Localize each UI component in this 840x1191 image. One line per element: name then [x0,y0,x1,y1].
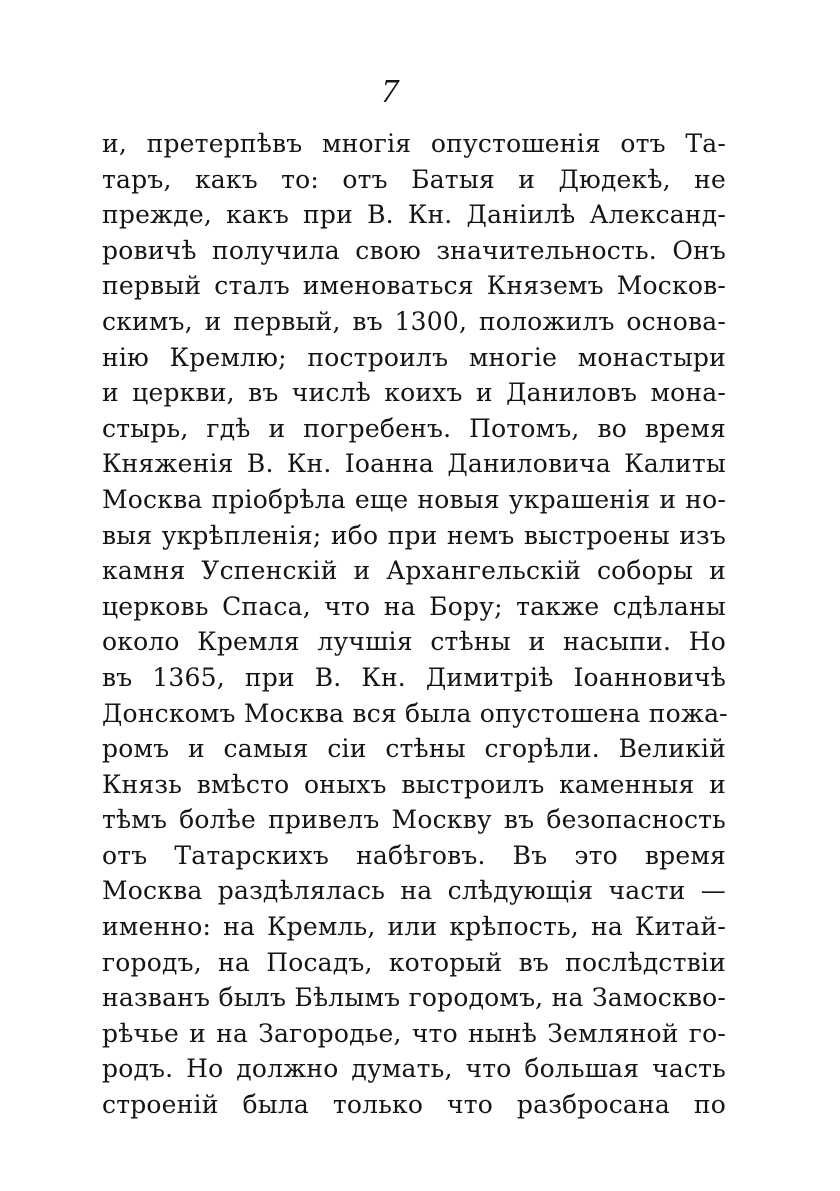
text-line: первый сталъ именоваться Княземъ Москов- [102,271,726,301]
text-line: ромъ и самыя сіи стѣны сгорѣли. Великій [102,734,726,764]
text-line: стырь, гдѣ и погребенъ. Потомъ, во время [102,413,726,443]
text-line: Донскомъ Москва вся была опустошена пожа- [102,698,728,728]
text-line: родъ. Но должно думать, что большая часть [102,1054,726,1084]
text-line: ровичѣ получила свою значительность. Онъ [102,235,726,265]
text-line: нію Кремлю; построилъ многіе монастыри [102,342,726,372]
text-line: названъ былъ Бѣлымъ городомъ, на Замоскво- [102,983,726,1013]
text-line: скимъ, и первый, въ 1300, положилъ основа- [102,306,726,336]
text-line: Москва пріобрѣла еще новыя украшенія и но- [102,484,726,514]
body-text [102,126,726,1123]
text-line: Москва раздѣлялась на слѣдующія части — [102,876,726,906]
text-line: прежде, какъ при В. Кн. Даніилѣ Александ- [102,200,726,230]
text-line: таръ, какъ то: отъ Батыя и Дюдекѣ, не [102,164,726,194]
text-line: Князь вмѣсто оныхъ выстроилъ каменныя и [102,769,726,799]
text-line: городъ, на Посадъ, который въ послѣдствіи [102,947,726,977]
text-line: около Кремля лучшія стѣны и насыпи. Но [102,627,726,657]
text-line: выя укрѣпленія; ибо при немъ выстроены изъ [102,520,726,550]
text-line: церковь Спаса, что на Бору; также сдѣланы [102,591,726,621]
text-line: отъ Татарскихъ набѣговъ. Въ это время [102,840,726,870]
text-line: тѣмъ болѣе привелъ Москву въ безопасность [102,805,726,835]
text-line: строеній была только что разбросана по [102,1090,726,1120]
text-line: въ 1365, при В. Кн. Димитріѣ Іоанновичѣ [102,662,726,692]
text-line: рѣчье и на Загородье, что нынѣ Земляной го- [102,1018,726,1048]
text-line: камня Успенскій и Архангельскій соборы и [102,556,726,586]
text-line: Княженія В. Кн. Іоанна Даниловича Калиты [102,449,726,479]
text-line: и, претерпѣвъ многія опустошенія отъ Та- [102,129,726,158]
text-line: именно: на Кремль, или крѣпость, на Китай- [102,912,726,942]
text-line: и церкви, въ числѣ коихъ и Даниловъ мона- [102,378,726,408]
page-number: 7 [381,73,399,110]
